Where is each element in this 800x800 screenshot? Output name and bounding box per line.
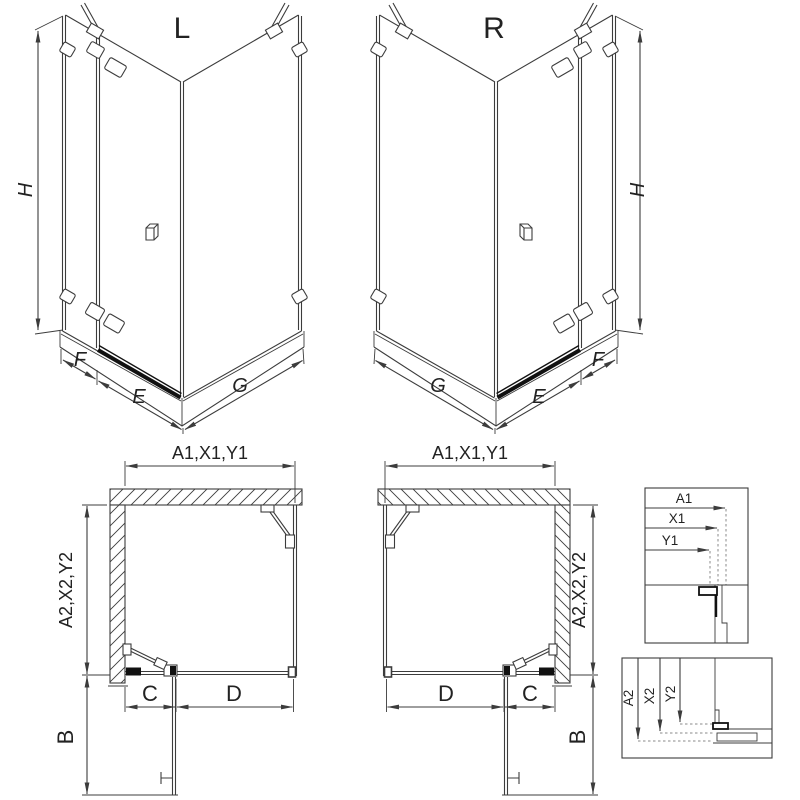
iso-right-dim-g: G [430,375,446,397]
iso-left-dim-e: E [132,386,146,408]
iso-left-dim-h: H [15,182,37,198]
plan-right-view [378,443,598,795]
iso-left-dim-f: F [73,349,87,371]
plan-left-view [53,443,302,795]
inset-dim-x2: X2 [642,687,657,705]
plan-right-dim-d: D [438,681,454,706]
inset-dim-y1: Y1 [661,533,679,548]
inset-dim-y2: Y2 [663,685,678,703]
plan-left-dim-c: C [142,681,158,706]
iso-right-dim-f: F [591,349,605,371]
iso-right-title: R [483,12,505,45]
plan-left-dim-depth: A2,X2,Y2 [56,551,76,629]
plan-right-dim-c: C [522,681,538,706]
plan-right-dim-b: B [565,729,590,745]
plan-right-dim-width: A1,X1,Y1 [431,443,509,463]
iso-left-dim-g: G [232,375,248,397]
iso-left-view [15,3,308,434]
inset-depth-detail [621,658,772,758]
iso-right-dim-h: H [627,182,649,198]
iso-left-title: L [173,12,191,45]
inset-dim-x1: X1 [668,511,686,526]
plan-right-dim-depth: A2,X2,Y2 [569,551,589,629]
inset-dim-a2: A2 [621,689,636,707]
plan-left-dim-b: B [53,729,78,745]
plan-left-dim-width: A1,X1,Y1 [171,443,249,463]
plan-left-dim-d: D [226,681,242,706]
iso-right-view [370,3,649,434]
iso-right-dim-e: E [532,386,546,408]
inset-dim-a1: A1 [675,491,693,506]
inset-width-detail [645,488,748,643]
